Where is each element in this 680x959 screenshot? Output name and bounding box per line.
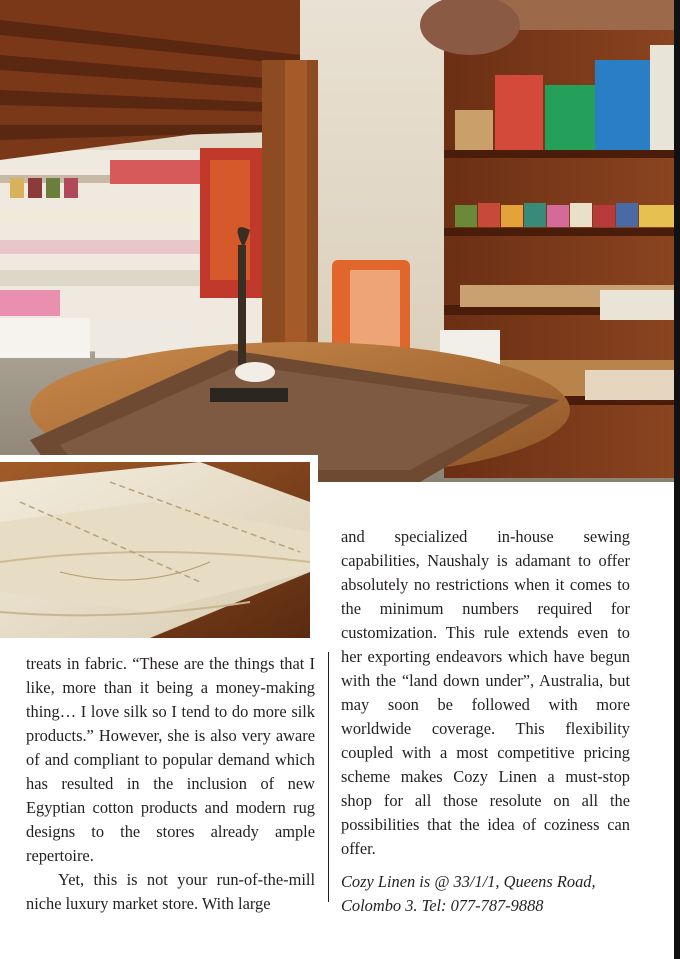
left-text-column <box>26 652 315 916</box>
paragraph-customization: and specialized in-house sewing capabilities, Naushaly is adamant to offer absolutely no restrictions when it comes to the minimum numbers required for customization. This rule extends even to her exporting endeavors which have begun with the “land down under”, Australia, but may soon be followed with more worldwide coverage. This flexibility coupled with a most competitive pricing scheme makes Cozy Linen a must-stop shop for all those resolute on all the possibilities that the idea of coziness can offer. <box>341 527 630 858</box>
folded-linen-photo <box>0 462 310 638</box>
paragraph-silk-quote: treats in fabric. “These are the things that I like, more than it being a money-making thing… I love silk so I tend to do more silk products.” However, she is also very aware of and compliant to popular demand which has resulted in the inclusion of new Egyptian cotton products and modern rug designs to the stores already ample repertoire. <box>26 654 315 865</box>
shop-interior-photo <box>0 0 674 482</box>
right-text-column <box>341 525 630 918</box>
paragraph-luxury-store: Yet, this is not your run-of-the-mill niche luxury market store. With large <box>26 870 315 913</box>
page-edge-bar <box>674 0 680 959</box>
store-address: Cozy Linen is @ 33/1/1, Queens Road, Colombo 3. Tel: 077-787-9888 <box>341 872 596 915</box>
column-divider <box>328 652 329 902</box>
